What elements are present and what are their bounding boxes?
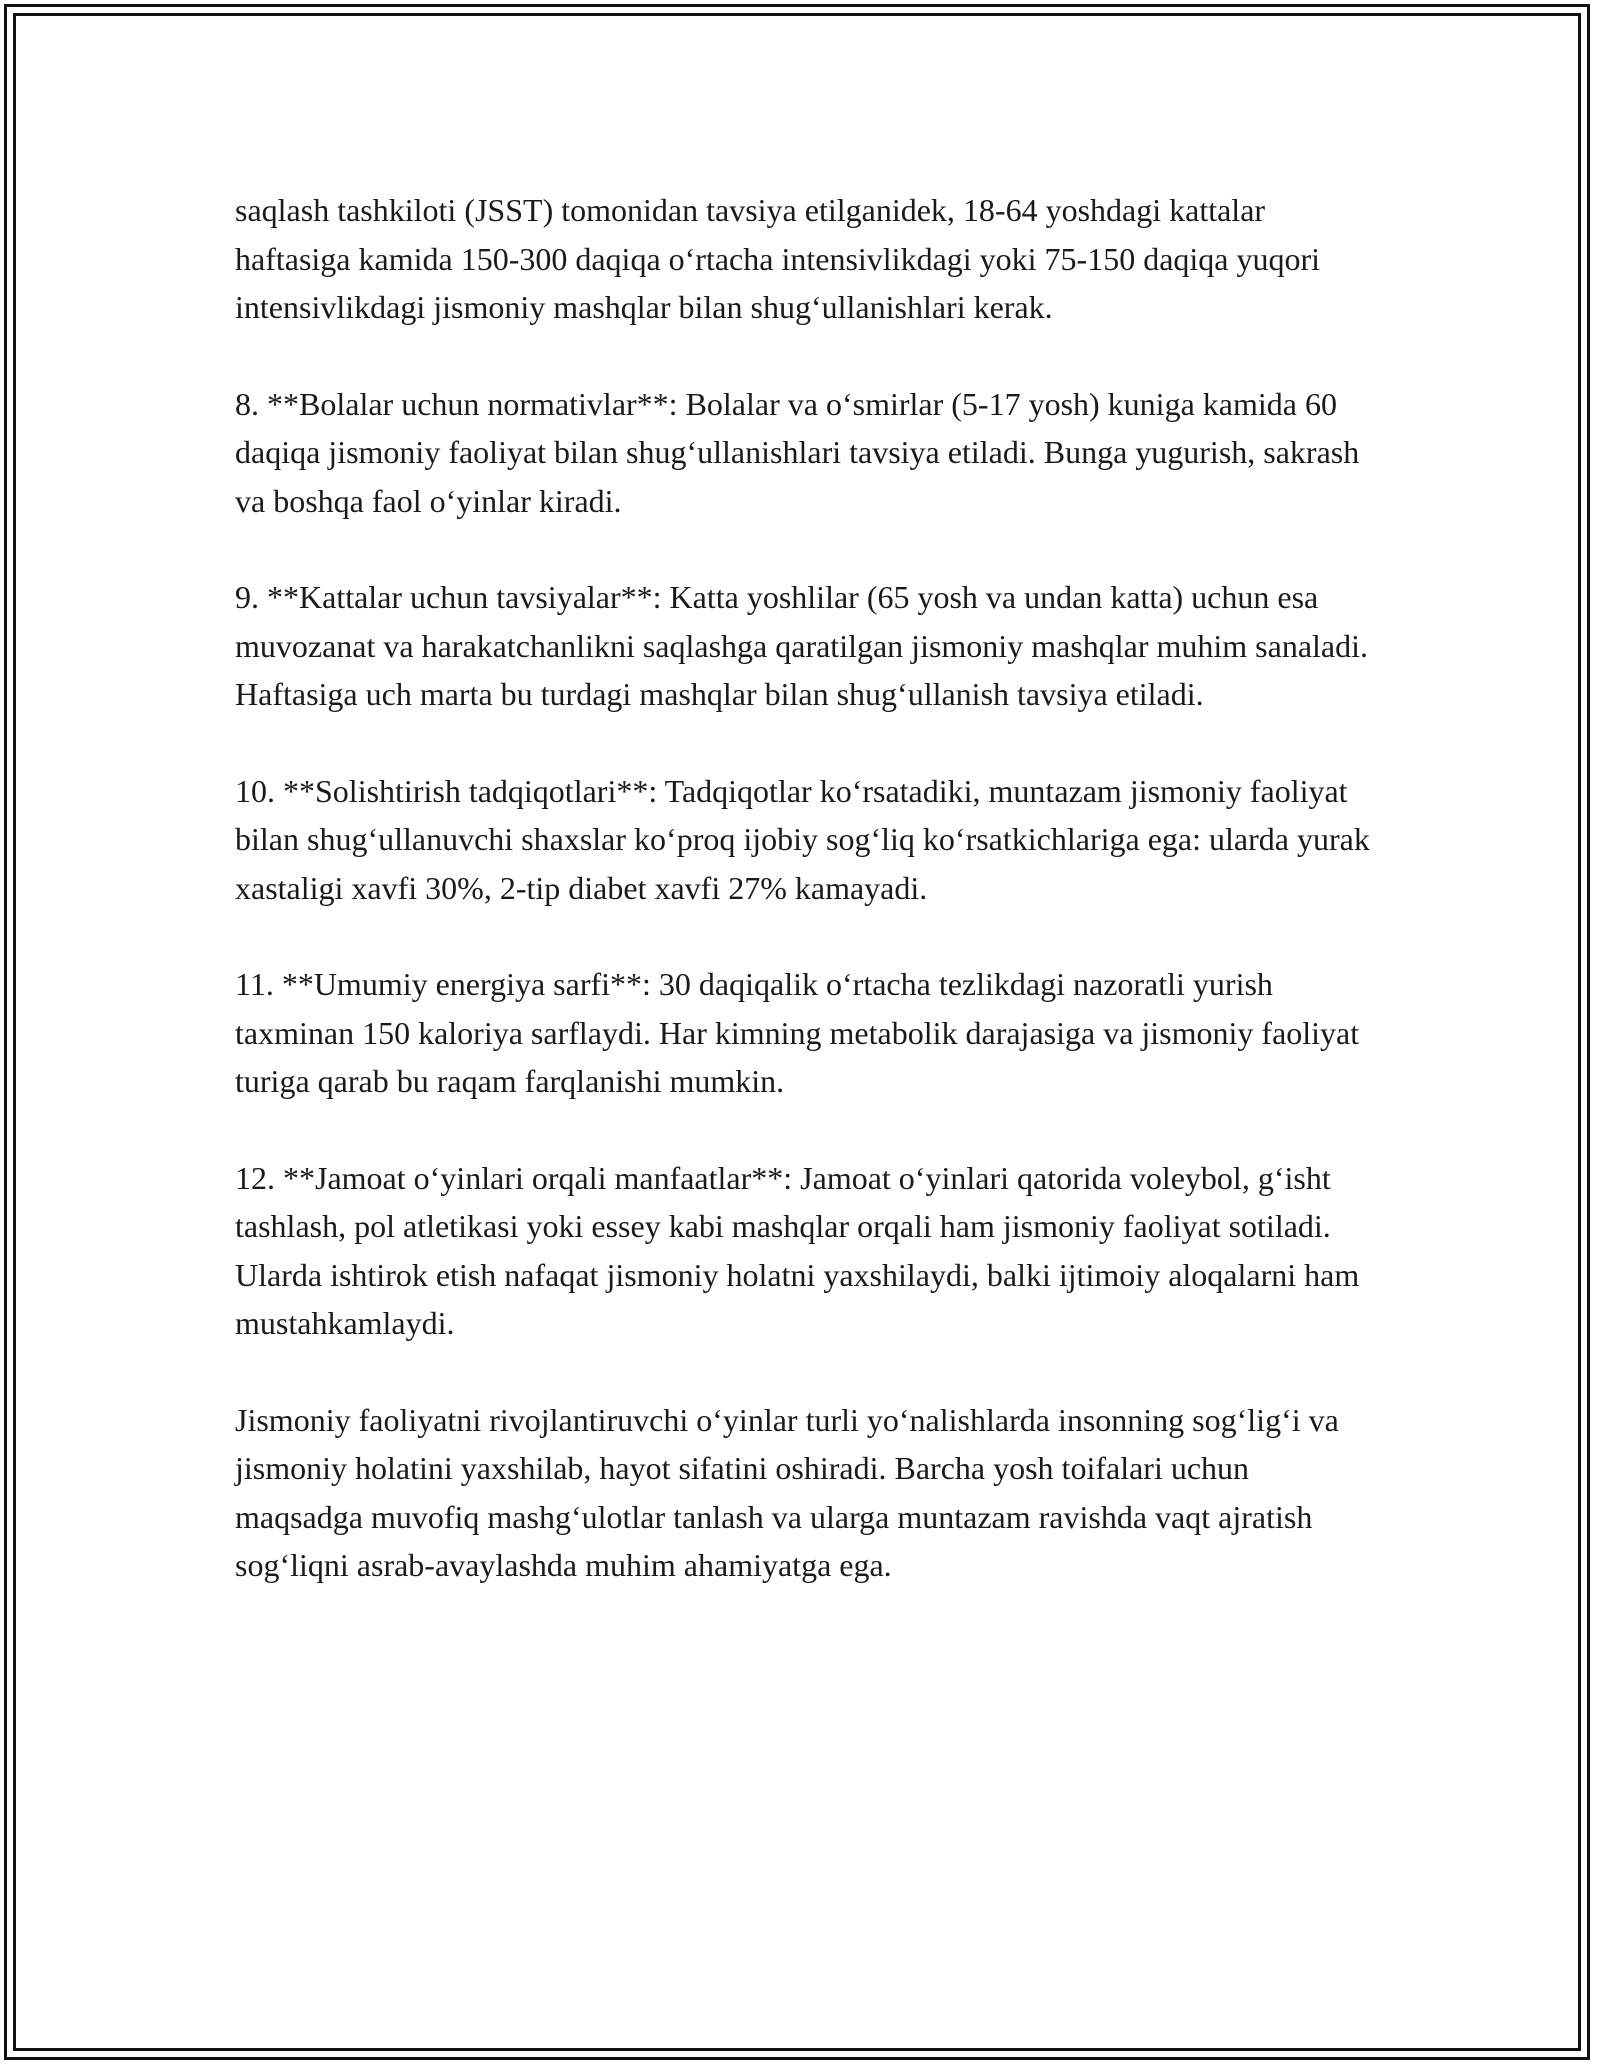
paragraph-conclusion: Jismoniy faoliyatni rivojlantiruvchi o‘yinlar turli yo‘nalishlarda insonning sog‘lig‘i va jismoniy holatini yaxshilab, hayot sifatini oshiradi. Barcha yosh toifalari uchun maqsadga muvofiq mashg‘ulotlar tanlash va ularga muntazam ravishda vaqt ajratish sog‘liqni asrab-avaylashda muhim ahamiyatga ega. <box>235 1401 1339 1583</box>
paragraph-comparison-studies: 10. **Solishtirish tadqiqotlari**: Tadqiqotlar ko‘rsatadiki, muntazam jismoniy faoliyat bilan shug‘ullanuvchi shaxslar ko‘proq ijobiy sog‘liq ko‘rsatkichlariga ega: ularda yurak xastaligi xavfi 30%, 2-tip diabet xavfi 27% kamayadi. <box>235 772 1370 906</box>
paragraph-children-norms: 8. **Bolalar uchun normativlar**: Bolalar va o‘smirlar (5-17 yosh) kuniga kamida 60 daqiqa jismoniy faoliyat bilan shug‘ullanishlari tavsiya etiladi. Bunga yugurish, sakrash va boshqa faol o‘yinlar kiradi. <box>235 385 1360 519</box>
paragraph-team-games: 12. **Jamoat o‘yinlari orqali manfaatlar**: Jamoat o‘yinlari qatorida voleybol, g‘isht tashlash, pol atletikasi yoki essey kabi mashqlar orqali ham jismoniy faoliyat sotiladi. Ularda ishtirok etish nafaqat jismoniy holatni yaxshilaydi, balki ijtimoiy aloqalarni ham mustahkamlaydi. <box>235 1159 1360 1341</box>
paragraph-energy-expenditure: 11. **Umumiy energiya sarfi**: 30 daqiqalik o‘rtacha tezlikdagi nazoratli yurish taxminan 150 kaloriya sarflaydi. Har kimning metabolik darajasiga va jismoniy faoliyat turiga qarab bu raqam farqlanishi mumkin. <box>235 966 1360 1099</box>
paragraph-jsst-recommendation: saqlash tashkiloti (JSST) tomonidan tavsiya etilganidek, 18-64 yoshdagi kattalar haftasiga kamida 150-300 daqiqa o‘rtacha intensivlikdagi yoki 75-150 daqiqa yuqori intensivlikdagi jismoniy mashqlar bilan shug‘ullanishlari kerak. <box>235 192 1321 325</box>
document-body <box>235 186 1370 1590</box>
paragraph-elderly-recommendations: 9. **Kattalar uchun tavsiyalar**: Katta yoshlilar (65 yosh va undan katta) uchun esa muvozanat va harakatchanlikni saqlashga qaratilgan jismoniy mashqlar muhim sanaladi. Haftasiga uch marta bu turdagi mashqlar bilan shug‘ullanish tavsiya etiladi. <box>235 579 1368 712</box>
